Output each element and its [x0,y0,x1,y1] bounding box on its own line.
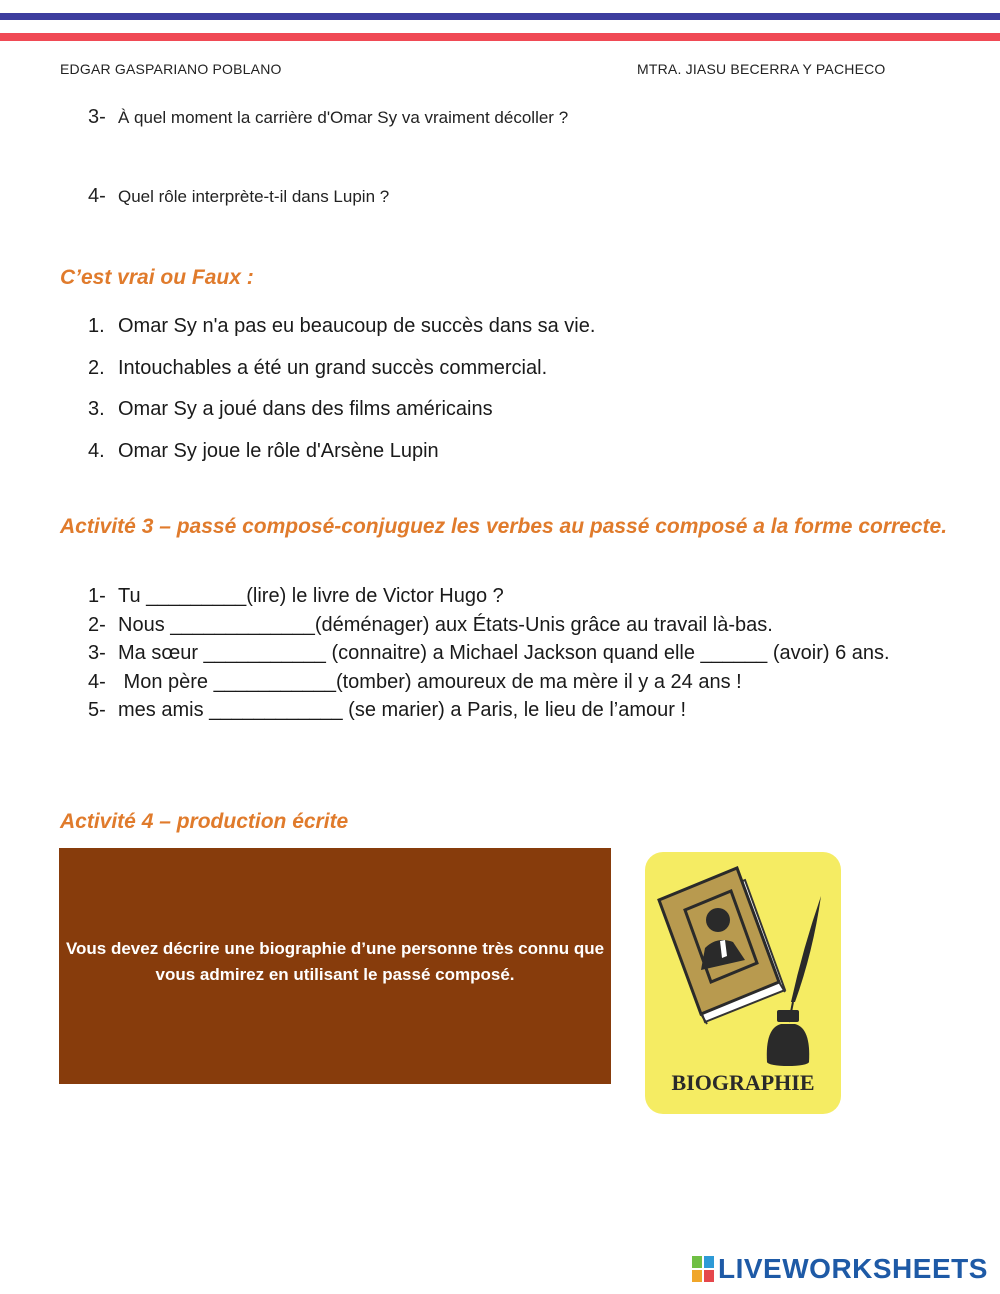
item-number: 3. [88,398,105,420]
biography-label: BIOGRAPHIE [671,1070,815,1095]
liveworksheets-logo [692,1253,988,1285]
item-text: Intouchables a été un grand succès commercial. [118,356,548,379]
biography-card [645,852,841,1114]
item-text: Omar Sy joue le rôle d'Arsène Lupin [118,439,439,462]
activity-4-title: Activité 4 – production écrite [60,810,349,833]
true-false-list [88,306,595,472]
teacher-name: MTRA. JIASU BECERRA Y PACHECO [637,61,886,77]
item-text: Omar Sy n'a pas eu beaucoup de succès dans sa vie. [118,315,596,337]
question-text: À quel moment la carrière d'Omar Sy va vraiment décoller ? [118,108,569,127]
activity-3-list [88,582,948,725]
item-text: mes amis ____________ (se marier) a Paris, le lieu de l’amour ! [118,699,687,721]
item-number: 2. [88,356,105,379]
list-item [88,389,595,431]
list-item [88,306,595,348]
item-text: Omar Sy a joué dans des films américains [118,398,493,420]
item-text: Tu _________(lire) le livre de Victor Hugo ? [118,585,504,607]
liveworksheets-logo-icon [692,1256,714,1282]
item-number: 3- [88,642,106,664]
true-false-title: C’est vrai ou Faux : [60,266,254,289]
question-4 [88,185,389,208]
item-number: 4- [88,670,106,693]
question-number: 3- [88,106,106,128]
question-text: Quel rôle interprète-t-il dans Lupin ? [118,187,390,206]
item-number: 1. [88,315,105,337]
list-item [88,431,595,473]
item-number: 5- [88,699,106,721]
header-stripe-blue [0,13,1000,20]
instruction-box [59,848,611,1084]
list-item [88,348,595,390]
item-text: Mon père ___________(tomber) amoureux de ma mère il y a 24 ans ! [118,670,742,693]
item-number: 2- [88,613,106,636]
list-item [88,668,948,697]
list-item [88,611,948,640]
student-name: EDGAR GASPARIANO POBLANO [60,61,282,77]
list-item [88,639,948,668]
question-3 [88,106,568,129]
activity-3-title: Activité 3 – passé composé-conjuguez les verbes au passé composé a la forme correcte. [60,515,948,538]
item-number: 4. [88,439,105,462]
biography-book-icon [645,852,841,1072]
item-text: Nous _____________(déménager) aux États-Unis grâce au travail là-bas. [118,613,773,636]
list-item [88,696,948,725]
liveworksheets-logo-text: LIVEWORKSHEETS [718,1253,988,1284]
header-stripe-red [0,33,1000,41]
item-number: 1- [88,585,106,607]
instruction-text: Vous devez décrire une biographie d’une personne très connu que vous admirez en utilisant le passé composé. [65,939,605,984]
list-item [88,582,948,611]
question-number: 4- [88,185,106,207]
item-text: Ma sœur ___________ (connaitre) a Michael Jackson quand elle ______ (avoir) 6 ans. [118,642,890,664]
